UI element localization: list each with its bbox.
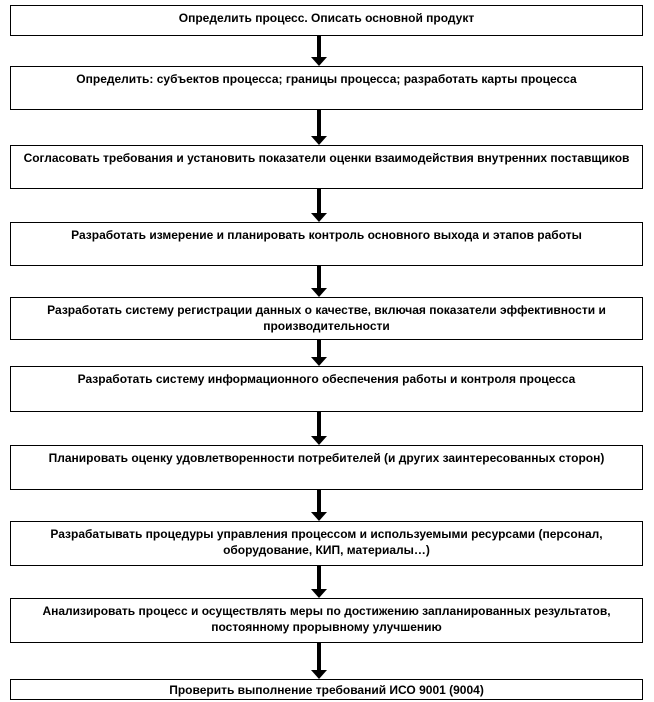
step-9-text: Анализировать процесс и осуществлять меры по достижению запланированных результатов, постоянному прорывному улучшению: [42, 604, 611, 634]
step-7-text: Планировать оценку удовлетворенности потребителей (и других заинтересованных сторон): [48, 451, 605, 465]
step-7-box: [10, 445, 643, 490]
arrow-3-to-4: [311, 189, 327, 222]
step-3-box: [10, 145, 643, 189]
step-10-text: Проверить выполнение требований ИСО 9001 (9004): [169, 683, 484, 697]
step-5-box: [10, 297, 643, 340]
arrow-4-to-5: [311, 266, 327, 297]
arrow-7-to-8: [311, 490, 327, 521]
step-5-text: Разработать систему регистрации данных о качестве, включая показатели эффективности и производительности: [47, 303, 606, 333]
step-6-text: Разработать систему информационного обеспечения работы и контроля процесса: [77, 372, 576, 386]
step-1-text: Определить процесс. Описать основной продукт: [178, 11, 475, 25]
arrow-2-to-3: [311, 110, 327, 145]
step-8-box: [10, 521, 643, 566]
step-10-box: [10, 679, 643, 700]
step-6-box: [10, 366, 643, 412]
step-8-text: Разрабатывать процедуры управления процессом и используемыми ресурсами (персонал, оборудование, КИП, материалы…): [50, 527, 603, 557]
step-9-box: [10, 598, 643, 643]
step-3-text: Согласовать требования и установить показатели оценки взаимодействия внутренних поставщиков: [23, 151, 630, 165]
arrow-9-to-10: [311, 643, 327, 679]
step-2-text: Определить: субъектов процесса; границы процесса; разработать карты процесса: [76, 72, 577, 86]
step-2-box: [10, 66, 643, 110]
arrow-1-to-2: [311, 36, 327, 66]
step-4-box: [10, 222, 643, 266]
arrow-6-to-7: [311, 412, 327, 445]
arrow-8-to-9: [311, 566, 327, 598]
step-1-box: [10, 5, 643, 36]
step-4-text: Разработать измерение и планировать контроль основного выхода и этапов работы: [71, 228, 582, 242]
arrow-5-to-6: [311, 340, 327, 366]
